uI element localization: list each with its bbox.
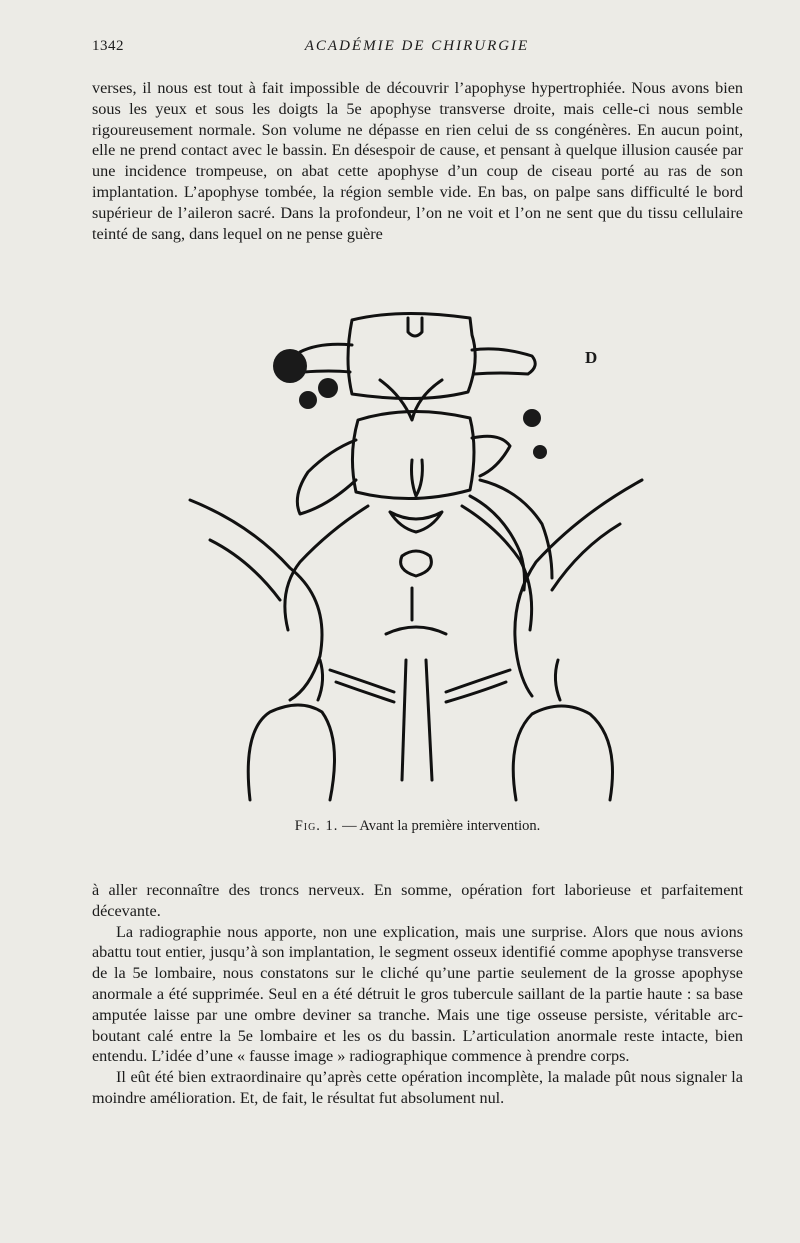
paragraph: à aller reconnaître des troncs nerveux. En somme, opération fort laborieuse et parfaitement décevante. xyxy=(92,881,743,920)
page-header xyxy=(92,38,742,60)
side-label: D xyxy=(585,348,598,367)
lower-vertebra-spinous xyxy=(412,460,423,496)
iliac-wing-left xyxy=(190,500,322,700)
sacroiliac-right xyxy=(555,660,560,700)
pelvic-arch-left xyxy=(248,705,334,800)
sacrum-outline-left xyxy=(285,506,368,630)
lower-vertebra-process-left xyxy=(297,440,356,514)
anomalous-apophysis-inner xyxy=(470,496,525,590)
calcification-blob-2 xyxy=(318,378,338,398)
calcification-blob-4 xyxy=(523,409,541,427)
sacral-foramen-3 xyxy=(386,627,446,634)
caption-number: Fig. 1. xyxy=(294,818,339,834)
ilium-crest-right xyxy=(552,524,620,590)
paragraph: La radiographie nous apporte, non une explication, mais une surprise. Alors que nous avions abattu tout entier, jusqu’à son implantation, le segment osseux identifié comme apophyse transverse de la 5e lombaire, nous constatons sur le cliché qu’une partie seulement de la grosse apophyse anormale a été supprimée. Seul en a été détruit le gros tubercule saillant de la partie haute : sa base amputée laisse par une ombre deviner sa tranche. Mais une tige osseuse persiste, véritable arc-boutant calé entre la 5e lombaire et les os du bassin. L’articulation anormale reste intacte, bien entendu. L’idée d’une « fausse image » radiographique commence à prendre corps. xyxy=(92,922,743,1066)
paragraph: Il eût été bien extraordinaire qu’après cette opération incomplète, la malade pût nous signaler la moindre amélioration. Et, de fait, le résultat fut absolument nul. xyxy=(92,1068,743,1107)
figure-lumbar-spine-drawing xyxy=(180,300,660,810)
paragraph: verses, il nous est tout à fait impossible de découvrir l’apophyse hypertrophiée. Nous avons bien sous les yeux et sous les doigts la 5e apophyse transverse droite, mais celle-ci nous semble rigoureusement normale. Son volume ne dépasse en rien celui de ss congénères. En aucun point, elle ne prend contact avec le bassin. En désespoir de cause, et pensant à quelque illusion causée par une incidence trompeuse, on abat cette apophyse d’un coup de ciseau porté au ras de son implantation. L’apophyse tombée, la région semble vide. En bas, on palpe sans difficulté le bord supérieur de l’aileron sacré. Dans la profondeur, l’on ne voit et l’on ne sent que du tissu cellulaire teinté de sang, dans lequel on ne pense guère xyxy=(92,79,743,243)
running-title: ACADÉMIE DE CHIRURGIE xyxy=(304,38,530,54)
figure-caption xyxy=(92,818,743,835)
coccyx-left xyxy=(402,660,406,780)
upper-vertebra-body xyxy=(348,313,475,398)
calcification-blob-3 xyxy=(299,391,317,409)
ligament-lines-left xyxy=(330,670,394,702)
upper-vertebra-process-right xyxy=(472,349,535,374)
sacral-crest xyxy=(390,512,442,532)
body-text-bottom xyxy=(92,880,743,1109)
body-text-top xyxy=(92,78,743,244)
lower-vertebra-process-right xyxy=(472,436,510,476)
sacroiliac-left xyxy=(318,660,323,700)
sacral-foramen-1 xyxy=(401,551,432,576)
spine-illustration xyxy=(180,300,660,810)
calcification-blob-5 xyxy=(533,445,547,459)
ligament-lines-right xyxy=(446,670,510,702)
calcification-blob-1 xyxy=(273,349,307,383)
upper-vertebra-spinous xyxy=(408,318,422,336)
pelvic-arch-right xyxy=(513,706,612,800)
page-number: 1342 xyxy=(92,38,124,54)
coccyx-right xyxy=(426,660,432,780)
sacrum-outline-right xyxy=(462,506,532,630)
caption-text: — Avant la première intervention. xyxy=(342,818,541,834)
